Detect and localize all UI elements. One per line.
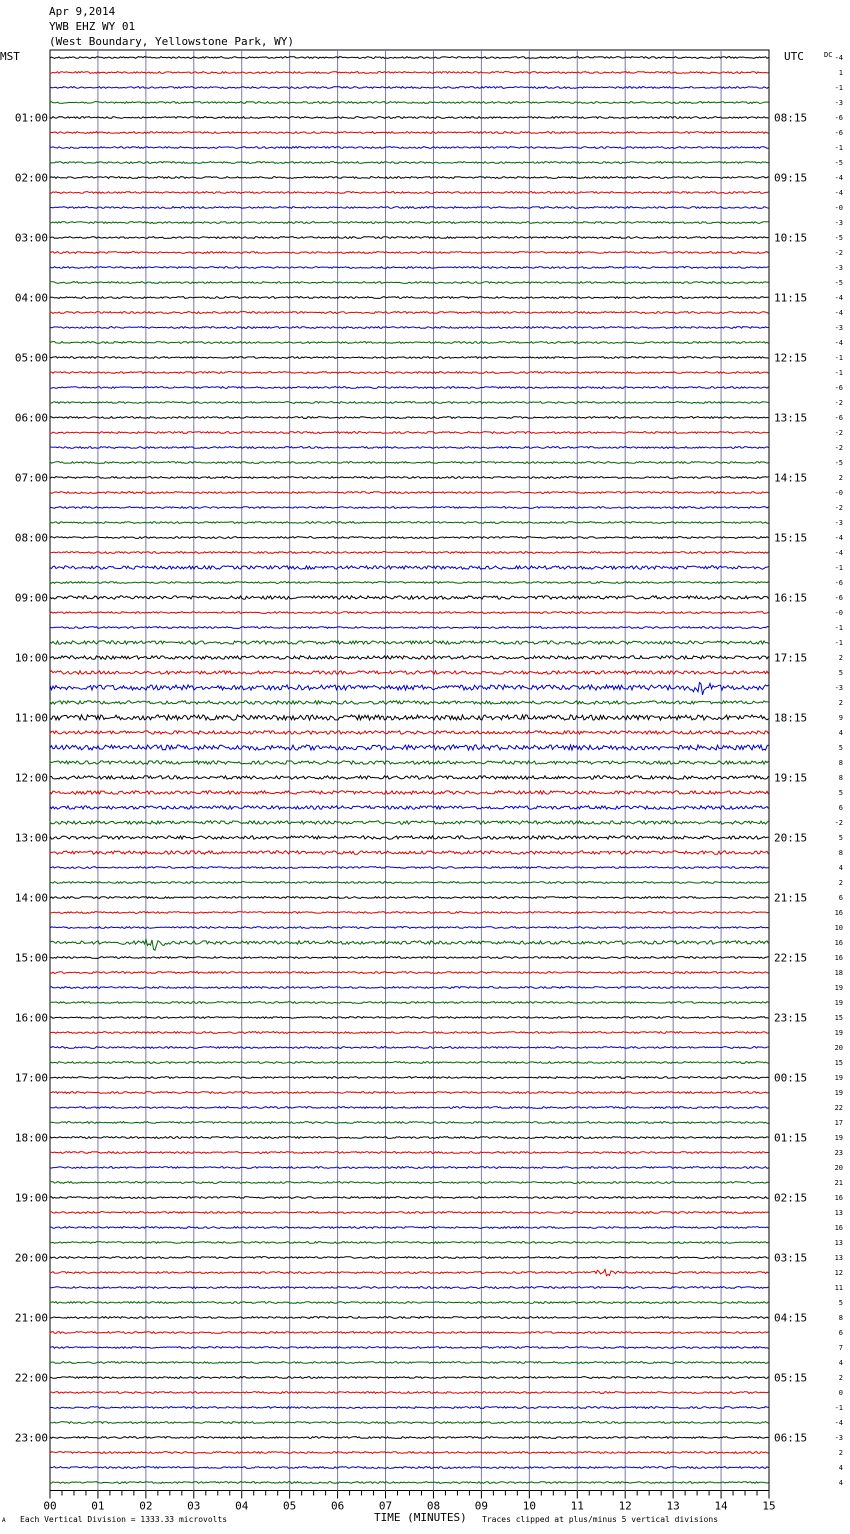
- seismic-trace: [50, 1152, 769, 1154]
- x-tick-label: 09: [474, 1499, 489, 1513]
- seismic-trace: [50, 87, 769, 89]
- seismic-trace: [50, 745, 769, 750]
- seismic-trace: [50, 1227, 769, 1229]
- x-tick-label: 02: [139, 1499, 153, 1513]
- dc-offset-label: 17: [834, 1119, 843, 1127]
- dc-offset-label: -6: [834, 384, 843, 392]
- seismic-trace: [50, 1452, 769, 1454]
- seismic-trace: [50, 1062, 769, 1064]
- seismic-trace: [50, 1242, 769, 1244]
- x-tick-label: 10: [522, 1499, 536, 1513]
- seismic-trace: [50, 1197, 769, 1199]
- seismic-trace: [50, 897, 769, 899]
- seismic-trace: [50, 1407, 769, 1409]
- seismic-trace: [50, 507, 769, 509]
- dc-offset-label: -6: [834, 594, 843, 602]
- seismic-trace: [50, 927, 769, 929]
- dc-offset-label: 2: [838, 474, 843, 482]
- mst-hour-label: 11:00: [14, 711, 48, 725]
- utc-hour-label: 00:15: [774, 1071, 808, 1085]
- mst-hour-label: 12:00: [14, 771, 48, 785]
- dc-offset-label: 12: [834, 1269, 843, 1277]
- dc-offset-label: 6: [838, 804, 843, 812]
- dc-offset-label: 5: [838, 789, 843, 797]
- dc-offset-label: 4: [838, 729, 843, 737]
- dc-offset-label: 19: [834, 1089, 843, 1097]
- header-date: Apr 9,2014: [49, 5, 116, 18]
- dc-offset-label: 8: [838, 849, 843, 857]
- seismic-trace: [50, 1362, 769, 1364]
- mst-label: MST: [0, 50, 20, 63]
- seismic-trace: [50, 701, 769, 704]
- seismic-trace: [50, 432, 769, 434]
- seismic-trace: [50, 282, 769, 284]
- mst-hour-label: 23:00: [14, 1431, 48, 1445]
- dc-offset-label: 16: [834, 909, 843, 917]
- seismic-trace: [50, 671, 769, 674]
- x-tick-label: 13: [666, 1499, 680, 1513]
- seismic-trace: [50, 207, 769, 209]
- dc-offset-label: 8: [838, 1314, 843, 1322]
- dc-offset-label: -5: [834, 279, 843, 287]
- x-tick-label: 06: [330, 1499, 345, 1513]
- dc-offset-label: 5: [838, 1299, 843, 1307]
- dc-offset-label: 19: [834, 984, 843, 992]
- seismic-trace: [50, 627, 769, 629]
- dc-offset-label: 18: [834, 969, 843, 977]
- dc-offset-label: -5: [834, 459, 843, 467]
- x-tick-label: 05: [283, 1499, 297, 1513]
- utc-hour-label: 23:15: [774, 1011, 808, 1025]
- mst-hour-label: 04:00: [14, 291, 48, 305]
- seismic-trace: [50, 791, 769, 794]
- dc-offset-label: 15: [834, 1014, 843, 1022]
- utc-hour-label: 19:15: [774, 771, 808, 785]
- dc-offset-label: -4: [834, 189, 843, 197]
- utc-hour-label: 17:15: [774, 651, 808, 665]
- x-tick-label: 01: [91, 1499, 105, 1513]
- corner-mark: A: [2, 1517, 6, 1524]
- dc-offset-label: -6: [834, 414, 843, 422]
- utc-hour-label: 21:15: [774, 891, 808, 905]
- mst-hour-label: 21:00: [14, 1311, 48, 1325]
- seismic-trace: [50, 297, 769, 299]
- seismic-trace: [50, 267, 769, 269]
- dc-offset-label: 4: [838, 864, 843, 872]
- seismic-trace: [50, 612, 769, 614]
- dc-offset-label: 7: [838, 1344, 843, 1352]
- seismic-trace: [50, 1077, 769, 1079]
- seismic-trace: [50, 656, 769, 659]
- mst-hour-label: 14:00: [14, 891, 48, 905]
- seismic-trace: [50, 402, 769, 404]
- utc-hour-label: 04:15: [774, 1311, 808, 1325]
- x-tick-label: 11: [570, 1499, 584, 1513]
- x-tick-label: 14: [714, 1499, 728, 1513]
- dc-offset-label: 5: [838, 834, 843, 842]
- dc-offset-label: 19: [834, 1134, 843, 1142]
- seismic-trace: [50, 683, 769, 695]
- seismic-trace: [50, 537, 769, 539]
- dc-offset-label: 4: [838, 1464, 843, 1472]
- dc-offset-label: 21: [834, 1179, 843, 1187]
- seismic-trace: [50, 492, 769, 494]
- utc-label: UTC: [784, 50, 804, 63]
- dc-offset-label: -0: [834, 489, 843, 497]
- seismic-trace: [50, 851, 769, 854]
- dc-offset-label: -1: [834, 624, 843, 632]
- x-tick-label: 00: [43, 1499, 57, 1513]
- seismic-trace: [50, 1467, 769, 1469]
- seismic-trace: [50, 552, 769, 554]
- utc-hour-label: 20:15: [774, 831, 808, 845]
- seismic-trace: [50, 1182, 769, 1184]
- utc-hour-label: 16:15: [774, 591, 808, 605]
- seismic-trace: [50, 1137, 769, 1139]
- dc-offset-label: -6: [834, 579, 843, 587]
- dc-offset-label: 16: [834, 1224, 843, 1232]
- seismic-trace: [50, 342, 769, 344]
- dc-offset-label: -1: [834, 1404, 843, 1412]
- dc-offset-label: 2: [838, 1449, 843, 1457]
- dc-offset-label: 4: [838, 1479, 843, 1487]
- dc-offset-label: 16: [834, 1194, 843, 1202]
- seismic-trace: [50, 162, 769, 164]
- seismic-trace: [50, 1270, 769, 1276]
- header-station: YWB EHZ WY 01: [49, 20, 136, 33]
- dc-offset-label: -3: [834, 99, 843, 107]
- dc-offset-label: -2: [834, 429, 843, 437]
- dc-offset-label: 16: [834, 939, 843, 947]
- seismic-trace: [50, 987, 769, 989]
- seismic-trace: [50, 102, 769, 104]
- seismic-trace: [50, 117, 769, 119]
- mst-hour-label: 05:00: [14, 351, 48, 365]
- mst-hour-label: 19:00: [14, 1191, 48, 1205]
- utc-hour-label: 09:15: [774, 171, 808, 185]
- seismic-trace: [50, 972, 769, 974]
- x-tick-label: 08: [426, 1499, 441, 1513]
- dc-offset-label: -1: [834, 564, 843, 572]
- seismic-trace: [50, 761, 769, 764]
- seismic-trace: [50, 417, 769, 419]
- seismic-trace: [50, 1392, 769, 1394]
- dc-offset-label: -4: [834, 534, 843, 542]
- seismic-trace: [50, 57, 769, 59]
- utc-hour-label: 10:15: [774, 231, 808, 245]
- seismic-trace: [50, 1212, 769, 1214]
- x-axis-title: TIME (MINUTES): [374, 1511, 467, 1524]
- seismic-trace: [50, 72, 769, 74]
- seismic-trace: [50, 867, 769, 869]
- seismic-trace: [50, 372, 769, 374]
- utc-hour-label: 13:15: [774, 411, 808, 425]
- mst-hour-label: 10:00: [14, 651, 48, 665]
- seismic-trace: [50, 237, 769, 239]
- mst-hour-label: 09:00: [14, 591, 48, 605]
- plot-frame: [50, 50, 769, 1491]
- dc-offset-label: -3: [834, 519, 843, 527]
- x-tick-label: 07: [378, 1499, 393, 1513]
- seismic-trace: [50, 387, 769, 389]
- seismic-trace: [50, 1122, 769, 1124]
- mst-hour-label: 16:00: [14, 1011, 48, 1025]
- mst-hour-label: 17:00: [14, 1071, 48, 1085]
- seismic-trace: [50, 882, 769, 884]
- seismic-trace: [50, 132, 769, 134]
- utc-hour-label: 11:15: [774, 291, 808, 305]
- seismic-trace: [50, 1287, 769, 1289]
- x-tick-label: 03: [187, 1499, 201, 1513]
- dc-offset-label: 8: [838, 759, 843, 767]
- seismic-trace: [50, 462, 769, 464]
- dc-offset-label: -2: [834, 399, 843, 407]
- seismic-trace: [50, 1422, 769, 1424]
- utc-hour-label: 01:15: [774, 1131, 808, 1145]
- seismic-trace: [50, 1047, 769, 1049]
- seismic-trace: [50, 596, 769, 599]
- dc-offset-label: 11: [834, 1284, 843, 1292]
- mst-hour-label: 06:00: [14, 411, 48, 425]
- seismic-trace: [50, 1002, 769, 1004]
- dc-offset-label: 2: [838, 654, 843, 662]
- dc-offset-label: 1: [838, 69, 843, 77]
- x-tick-label: 12: [618, 1499, 632, 1513]
- dc-offset-label: -4: [834, 339, 843, 347]
- clip-note: Traces clipped at plus/minus 5 vertical divisions: [482, 1515, 719, 1524]
- seismic-trace: [50, 957, 769, 959]
- seismic-trace: [50, 1107, 769, 1109]
- mst-hour-label: 20:00: [14, 1251, 48, 1265]
- dc-offset-label: 20: [834, 1164, 843, 1172]
- dc-offset-label: -3: [834, 684, 843, 692]
- dc-offset-label: -4: [834, 309, 843, 317]
- mst-hour-label: 02:00: [14, 171, 48, 185]
- dc-offset-label: 4: [838, 1359, 843, 1367]
- dc-offset-label: -4: [834, 549, 843, 557]
- dc-offset-label: -1: [834, 369, 843, 377]
- seismic-trace: [50, 147, 769, 149]
- seismic-trace: [50, 522, 769, 524]
- utc-hour-label: 02:15: [774, 1191, 808, 1205]
- seismic-trace: [50, 715, 769, 720]
- seismic-trace: [50, 821, 769, 824]
- seismic-trace: [50, 731, 769, 734]
- seismic-trace: [50, 477, 769, 479]
- seismic-trace: [50, 1482, 769, 1484]
- dc-offset-label: 19: [834, 1029, 843, 1037]
- dc-offset-label: -5: [834, 159, 843, 167]
- mst-hour-label: 15:00: [14, 951, 48, 965]
- dc-offset-label: 23: [834, 1149, 843, 1157]
- seismic-trace: [50, 912, 769, 914]
- utc-hour-label: 03:15: [774, 1251, 808, 1265]
- dc-offset-label: 6: [838, 1329, 843, 1337]
- dc-offset-label: -6: [834, 114, 843, 122]
- dc-offset-label: 5: [838, 669, 843, 677]
- seismic-trace: [50, 1377, 769, 1379]
- seismic-trace: [50, 222, 769, 224]
- x-tick-label: 15: [762, 1499, 776, 1513]
- dc-offset-label: 13: [834, 1254, 843, 1262]
- seismic-trace: [50, 177, 769, 179]
- seismic-trace: [50, 1257, 769, 1259]
- seismic-trace: [50, 357, 769, 359]
- scale-note: Each Vertical Division = 1333.33 microvolts: [20, 1515, 228, 1524]
- dc-offset-label: -2: [834, 504, 843, 512]
- dc-offset-label: -2: [834, 444, 843, 452]
- dc-offset-label: 2: [838, 879, 843, 887]
- seismic-trace: [50, 252, 769, 254]
- dc-offset-label: -0: [834, 204, 843, 212]
- header-location: (West Boundary, Yellowstone Park, WY): [49, 35, 295, 48]
- seismic-trace: [50, 566, 769, 569]
- seismic-trace: [50, 1092, 769, 1094]
- mst-hour-label: 01:00: [14, 111, 48, 125]
- seismic-trace: [50, 192, 769, 194]
- dc-offset-label: -1: [834, 84, 843, 92]
- dc-offset-label: 8: [838, 774, 843, 782]
- dc-offset-label: -5: [834, 234, 843, 242]
- seismic-trace: [50, 447, 769, 449]
- dc-offset-label: -2: [834, 819, 843, 827]
- seismic-trace: [50, 1347, 769, 1349]
- dc-offset-label: 20: [834, 1044, 843, 1052]
- utc-hour-label: 08:15: [774, 111, 808, 125]
- mst-hour-label: 13:00: [14, 831, 48, 845]
- dc-offset-label: 2: [838, 699, 843, 707]
- dc-offset-label: 2: [838, 1374, 843, 1382]
- dc-offset-label: -6: [834, 129, 843, 137]
- dc-offset-label: 13: [834, 1239, 843, 1247]
- dc-offset-label: -3: [834, 264, 843, 272]
- seismic-trace: [50, 1317, 769, 1319]
- seismic-trace: [50, 940, 769, 951]
- dc-offset-label: 6: [838, 894, 843, 902]
- seismic-trace: [50, 1437, 769, 1439]
- dc-offset-label: -3: [834, 324, 843, 332]
- dc-offset-label: -3: [834, 219, 843, 227]
- dc-offset-label: -1: [834, 354, 843, 362]
- seismic-trace: [50, 806, 769, 809]
- mst-hour-label: 18:00: [14, 1131, 48, 1145]
- utc-hour-label: 14:15: [774, 471, 808, 485]
- utc-hour-label: 18:15: [774, 711, 808, 725]
- dc-offset-label: -2: [834, 249, 843, 257]
- dc-offset-label: 19: [834, 1074, 843, 1082]
- dc-offset-label: -4: [834, 54, 843, 62]
- seismic-trace: [50, 1332, 769, 1334]
- mst-hour-label: 08:00: [14, 531, 48, 545]
- dc-offset-label: -1: [834, 144, 843, 152]
- mst-hour-label: 22:00: [14, 1371, 48, 1385]
- utc-hour-label: 06:15: [774, 1431, 808, 1445]
- dc-offset-label: 10: [834, 924, 843, 932]
- dc-offset-label: -4: [834, 294, 843, 302]
- dc-offset-label: 13: [834, 1209, 843, 1217]
- dc-offset-label: -3: [834, 1434, 843, 1442]
- dc-offset-label: 9: [838, 714, 843, 722]
- dc-offset-label: -4: [834, 174, 843, 182]
- seismic-trace: [50, 776, 769, 779]
- dc-offset-label: 15: [834, 1059, 843, 1067]
- utc-hour-label: 22:15: [774, 951, 808, 965]
- seismic-trace: [50, 1017, 769, 1019]
- seismic-trace: [50, 312, 769, 314]
- x-tick-label: 04: [235, 1499, 249, 1513]
- seismic-trace: [50, 1032, 769, 1034]
- utc-hour-label: 12:15: [774, 351, 808, 365]
- dc-offset-label: -0: [834, 609, 843, 617]
- mst-hour-label: 03:00: [14, 231, 48, 245]
- seismic-trace: [50, 582, 769, 584]
- dc-offset-label: -4: [834, 1419, 843, 1427]
- mst-hour-label: 07:00: [14, 471, 48, 485]
- dc-label: DC: [824, 51, 833, 59]
- seismic-trace: [50, 641, 769, 644]
- dc-offset-label: 22: [834, 1104, 843, 1112]
- utc-hour-label: 05:15: [774, 1371, 808, 1385]
- dc-offset-label: 19: [834, 999, 843, 1007]
- dc-offset-label: 0: [838, 1389, 843, 1397]
- dc-offset-label: 5: [838, 744, 843, 752]
- seismic-trace: [50, 1302, 769, 1304]
- seismic-trace: [50, 836, 769, 839]
- utc-hour-label: 15:15: [774, 531, 808, 545]
- dc-offset-label: 16: [834, 954, 843, 962]
- seismic-trace: [50, 327, 769, 329]
- seismic-trace: [50, 1167, 769, 1169]
- dc-offset-label: -1: [834, 639, 843, 647]
